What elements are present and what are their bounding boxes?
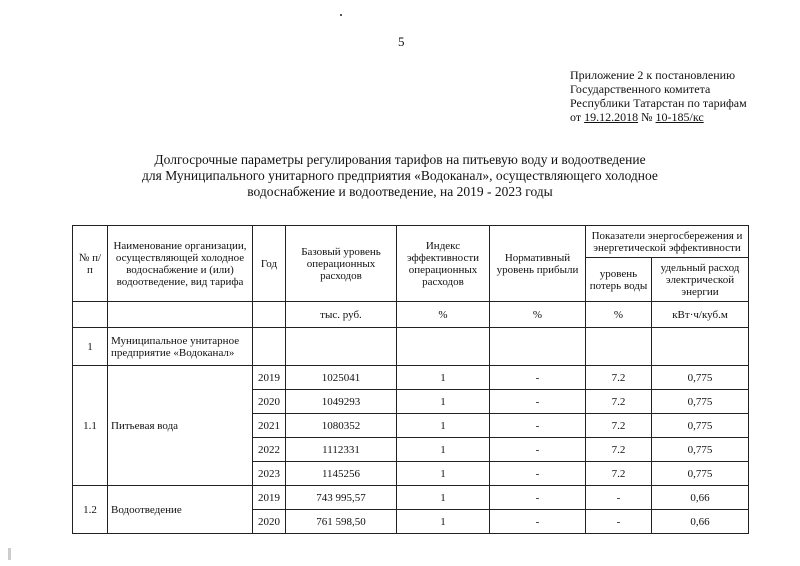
unit-base: тыс. руб. [286,302,397,328]
electric-cell: 0,66 [652,486,749,510]
electric-cell: 0,775 [652,438,749,462]
group-num: 1.2 [73,486,108,534]
index-cell: 1 [397,486,490,510]
document-title [120,152,680,200]
unit-profit: % [490,302,586,328]
losses-cell: 7.2 [586,438,652,462]
unit-losses: % [586,302,652,328]
electric-cell: 0,775 [652,414,749,438]
number-sign: № [638,110,656,124]
page-number: 5 [398,34,405,49]
losses-cell: - [586,510,652,534]
profit-cell: - [490,366,586,390]
appendix-line: Государственного комитета [570,82,711,96]
resolution-date: 19.12.2018 [584,110,639,124]
header-base-level: Базовый уровень операционных расходов [286,226,397,302]
losses-cell: - [586,486,652,510]
losses-cell: 7.2 [586,366,652,390]
unit-cell [73,302,108,328]
base-cell: 1025041 [286,366,397,390]
losses-cell: 7.2 [586,414,652,438]
header-num: № п/п [73,226,108,302]
group-name: Водоотведение [108,486,253,534]
profit-cell: - [490,438,586,462]
header-water-losses: уровень потерь воды [586,258,652,302]
losses-cell: 7.2 [586,390,652,414]
appendix-prefix: от [570,110,585,124]
appendix-line: Приложение 2 к постановлению [570,68,736,82]
year-cell: 2019 [253,486,286,510]
profit-cell: - [490,510,586,534]
table-row [73,366,749,390]
resolution-number: 10-185/кс [655,110,704,124]
appendix-line: Республики Татарстан по тарифам [570,96,747,110]
scan-artifact [8,548,11,560]
empty-cell [490,328,586,366]
appendix-note [570,68,747,124]
electric-cell: 0,775 [652,366,749,390]
index-cell: 1 [397,366,490,390]
profit-cell: - [490,414,586,438]
year-cell: 2023 [253,462,286,486]
base-cell: 743 995,57 [286,486,397,510]
group-name: Питьевая вода [108,366,253,486]
tariff-parameters-table [72,225,749,534]
year-cell: 2020 [253,390,286,414]
org-name: Муниципальное унитарное предприятие «Водоканал» [108,328,253,366]
year-cell: 2019 [253,366,286,390]
electric-cell: 0,775 [652,462,749,486]
header-energy-group: Показатели энергосбережения и энергетической эффективности [586,226,749,258]
year-cell: 2021 [253,414,286,438]
losses-cell: 7.2 [586,462,652,486]
appendix-date-line [570,110,747,124]
year-cell: 2022 [253,438,286,462]
org-num: 1 [73,328,108,366]
header-name: Наименование организации, осуществляющей холодное водоснабжение и (или) водоотведение, вид тарифа [108,226,253,302]
header-electric-consumption: удельный расход электрической энергии [652,258,749,302]
index-cell: 1 [397,510,490,534]
profit-cell: - [490,486,586,510]
group-num: 1.1 [73,366,108,486]
header-efficiency-index: Индекс эффективности операционных расходов [397,226,490,302]
profit-cell: - [490,390,586,414]
unit-cell [108,302,253,328]
index-cell: 1 [397,438,490,462]
index-cell: 1 [397,414,490,438]
empty-cell [286,328,397,366]
profit-cell: - [490,462,586,486]
header-year: Год [253,226,286,302]
title-line: для Муниципального унитарного предприятия «Водоканал», осуществляющего холодное [142,168,658,183]
empty-cell [397,328,490,366]
scan-artifact [340,14,342,16]
base-cell: 761 598,50 [286,510,397,534]
unit-index: % [397,302,490,328]
base-cell: 1112331 [286,438,397,462]
electric-cell: 0,66 [652,510,749,534]
title-line: водоснабжение и водоотведение, на 2019 - 2023 годы [247,184,553,199]
year-cell: 2020 [253,510,286,534]
unit-electric: кВт·ч/куб.м [652,302,749,328]
index-cell: 1 [397,390,490,414]
base-cell: 1049293 [286,390,397,414]
header-profit-level: Нормативный уровень прибыли [490,226,586,302]
empty-cell [586,328,652,366]
electric-cell: 0,775 [652,390,749,414]
empty-cell [253,328,286,366]
base-cell: 1145256 [286,462,397,486]
table-row [73,486,749,510]
base-cell: 1080352 [286,414,397,438]
index-cell: 1 [397,462,490,486]
title-line: Долгосрочные параметры регулирования тарифов на питьевую воду и водоотведение [154,152,646,167]
empty-cell [652,328,749,366]
unit-cell [253,302,286,328]
